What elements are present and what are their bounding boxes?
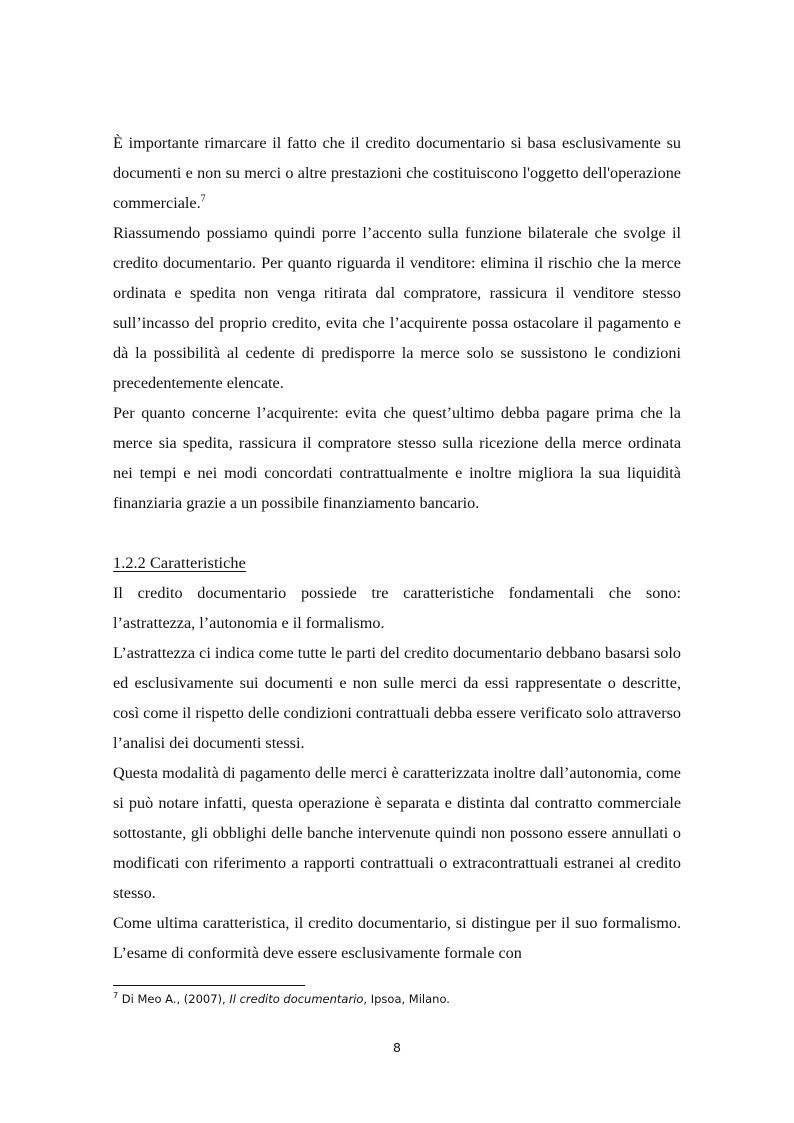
- paragraph-6: Questa modalità di pagamento delle merci è caratterizzata inoltre dall’autonomia, come si può notare infatti, questa operazione è separata e distinta dal contratto commerciale sottostante, gli obblighi delle banche intervenute quindi non possono essere annullati o modificati con riferimento a rapporti contrattuali o extracontrattuali estranei al credito stesso.: [113, 764, 681, 902]
- footnote-title: Il credito documentario: [229, 992, 364, 1006]
- footnote-reference[interactable]: 7: [200, 193, 206, 205]
- document-body: [113, 128, 681, 968]
- paragraph-7: Come ultima caratteristica, il credito documentario, si distingue per il suo formalismo. L’esame di conformità deve essere esclusivamente formale con: [113, 914, 681, 962]
- paragraph-3: Per quanto concerne l’acquirente: evita che quest’ultimo debba pagare prima che la merce sia spedita, rassicura il compratore stesso sulla ricezione della merce ordinata nei tempi e nei modi concordati contrattualmente e inoltre migliora la sua liquidità finanziaria grazie a un possibile finanziamento bancario.: [113, 404, 681, 512]
- paragraph-5: L’astrattezza ci indica come tutte le parti del credito documentario debbano basarsi solo ed esclusivamente sui documenti e non sulle merci da essi rappresentate o descritte, così come il rispetto delle condizioni contrattuali debba essere verificato solo attraverso l’analisi dei documenti stessi.: [113, 644, 681, 752]
- page-number: 8: [393, 1040, 401, 1055]
- paragraph-2: Riassumendo possiamo quindi porre l’accento sulla funzione bilaterale che svolge il credito documentario. Per quanto riguarda il venditore: elimina il rischio che la merce ordinata e spedita non venga ritirata dal compratore, rassicura il venditore stesso sull’incasso del proprio credito, evita che l’acquirente possa ostacolare il pagamento e dà la possibilità al cedente di predisporre la merce solo se sussistono le condizioni precedentemente elencate.: [113, 224, 681, 392]
- paragraph-4: Il credito documentario possiede tre caratteristiche fondamentali che sono: l’astrattezza, l’autonomia e il formalismo.: [113, 584, 681, 632]
- paragraph-1: [113, 128, 681, 218]
- paragraph-1-text: È importante rimarcare il fatto che il credito documentario si basa esclusivamente su documenti e non su merci o altre prestazioni che costituiscono l'oggetto dell'operazione commerciale.: [113, 134, 681, 212]
- footnote-author: Di Meo A., (2007),: [121, 992, 226, 1006]
- footnote: [113, 991, 450, 1007]
- section-heading: 1.2.2 Caratteristiche: [113, 554, 246, 572]
- footnote-separator: [113, 985, 305, 986]
- paragraph-spacer: [113, 518, 681, 548]
- footnote-publisher: , Ipsoa, Milano.: [363, 992, 450, 1006]
- footnote-number: 7: [113, 991, 119, 1001]
